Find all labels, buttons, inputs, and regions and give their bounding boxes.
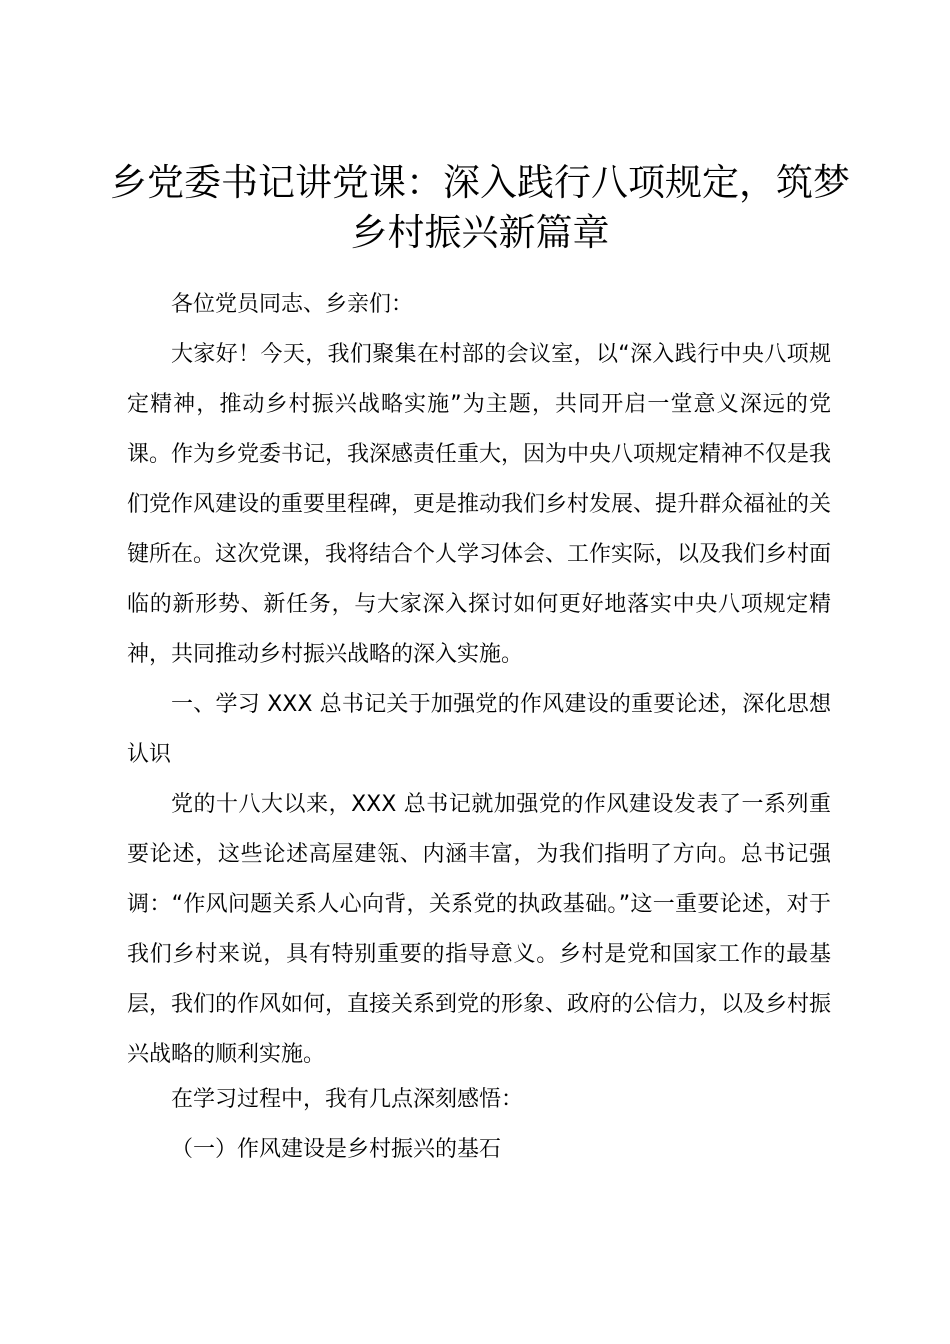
insights-lead: 在学习过程中，我有几点深刻感悟： — [171, 1087, 524, 1112]
salutation: 各位党员同志、乡亲们： — [171, 292, 414, 317]
document-title-line-2: 乡村振兴新篇章 — [350, 211, 610, 254]
section-heading-1: 一、学习 XXX 总书记关于加强党的作风建设的重要论述，深化思想认识 — [127, 692, 831, 767]
intro-paragraph: 大家好！今天，我们聚集在村部的会议室，以“深入践行中央八项规定精神，推动乡村振兴战略实施”为主题，共同开启一堂意义深远的党课。作为乡党委书记，我深感责任重大，因为中央八项规定精神不仅是我们党作风建设的重要里程碑，更是推动我们乡村发展、提升群众福祉的关键所在。这次党课，我将结合个人学习体会、工作实际，以及我们乡村面临的新形势、新任务，与大家深入探讨如何更好地落实中央八项规定精神，共同推动乡村振兴战略的深入实施。 — [127, 342, 832, 667]
document-title-line-1: 乡党委书记讲党课：深入践行八项规定，筑梦 — [110, 161, 850, 204]
section-1-paragraph: 党的十八大以来，XXX 总书记就加强党的作风建设发表了一系列重要论述，这些论述高屋建瓴、内涵丰富，为我们指明了方向。总书记强调：“作风问题关系人心向背，关系党的执政基础。”这一重要论述，对于我们乡村来说，具有特别重要的指导意义。乡村是党和国家工作的最基层，我们的作风如何，直接关系到党的形象、政府的公信力，以及乡村振兴战略的顺利实施。 — [127, 792, 832, 1067]
subheading-1: （一）作风建设是乡村振兴的基石 — [171, 1137, 502, 1162]
